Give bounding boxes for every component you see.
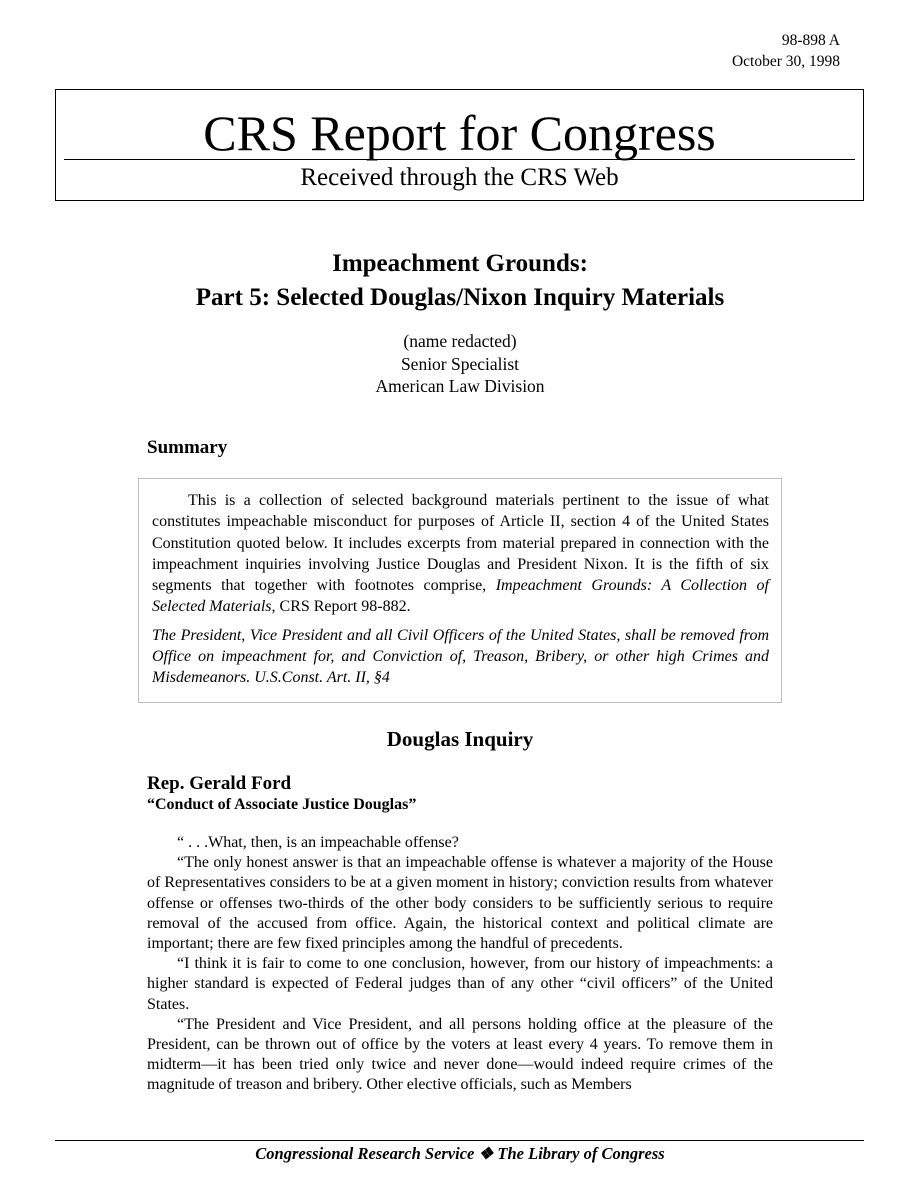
author-position: Senior Specialist bbox=[400, 353, 520, 374]
body-paragraph: “The only honest answer is that an impeachable offense is whatever a majority of the House of Representatives considers to be at a given moment in history; conviction results from whatever offense or offenses two-thirds of the other body considers to be sufficiently serious to require removal of the accused from office. Again, the historical context and political climate are important; there are few fixed principles among the handful of precedents. bbox=[147, 854, 773, 953]
summary-text-end: CRS Report 98-882. bbox=[275, 598, 411, 616]
footer-right: The Library of Congress bbox=[497, 1144, 665, 1163]
banner-subtitle: Received through the CRS Web bbox=[300, 164, 619, 191]
body-paragraph: “The President and Vice President, and all persons holding office at the pleasure of the President, can be thrown out of office by the voters at least every 4 years. To remove them in midterm—it has been tried only twice and never done—would indeed require crimes of the magnitude of treason and bribery. Other elective officials, such as Members bbox=[147, 1015, 773, 1094]
summary-paragraph bbox=[152, 490, 769, 618]
section-heading: Douglas Inquiry bbox=[386, 727, 534, 751]
author-name: (name redacted) bbox=[403, 331, 517, 351]
title-line-1: Impeachment Grounds: bbox=[332, 250, 588, 277]
speaker-name: Rep. Gerald Ford bbox=[147, 773, 292, 794]
summary-italic-title: Impeachment Grounds: A Collection of Selected Materials, bbox=[152, 577, 769, 616]
banner-divider bbox=[64, 159, 855, 160]
footer-left: Congressional Research Service bbox=[255, 1144, 475, 1163]
speech-title: “Conduct of Associate Justice Douglas” bbox=[147, 796, 417, 813]
summary-heading: Summary bbox=[147, 437, 228, 458]
diamond-separator-icon: ❖ bbox=[478, 1144, 494, 1163]
banner-title: CRS Report for Congress bbox=[203, 105, 716, 161]
footer-divider bbox=[55, 1140, 864, 1141]
body-paragraph: “I think it is fair to come to one conclusion, however, from our history of impeachments: a higher standard is expected of Federal judges than of any other “civil officers” of the United States. bbox=[147, 955, 773, 1013]
body-paragraph: “ . . .What, then, is an impeachable offense? bbox=[177, 834, 459, 851]
report-number: 98-898 A bbox=[781, 32, 840, 49]
title-line-2: Part 5: Selected Douglas/Nixon Inquiry Materials bbox=[195, 284, 725, 311]
report-title bbox=[0, 247, 920, 315]
page-footer bbox=[0, 1143, 920, 1165]
crs-banner bbox=[55, 89, 864, 201]
author-block bbox=[0, 330, 920, 398]
author-division: American Law Division bbox=[375, 376, 545, 396]
report-date: October 30, 1998 bbox=[731, 53, 840, 70]
report-identifier bbox=[732, 30, 840, 72]
body-text bbox=[147, 833, 773, 1096]
summary-text: This is a collection of selected background materials pertinent to the issue of what constitutes impeachable misconduct for purposes of Article II, section 4 of the United States Constitution quoted below. It includes excerpts from material prepared in connection with the impeachment inquiries involving Justice Douglas and President Nixon. It is the fifth of six segments that together with footnotes comprise, bbox=[152, 492, 769, 595]
summary-box bbox=[138, 478, 782, 703]
constitution-quote: The President, Vice President and all Civil Officers of the United States, shall be removed from Office on impeachment for, and Conviction of, Treason, Bribery, or other high Crimes and Misdemeanors. U.S.Const. Art. II, §4 bbox=[152, 626, 769, 687]
